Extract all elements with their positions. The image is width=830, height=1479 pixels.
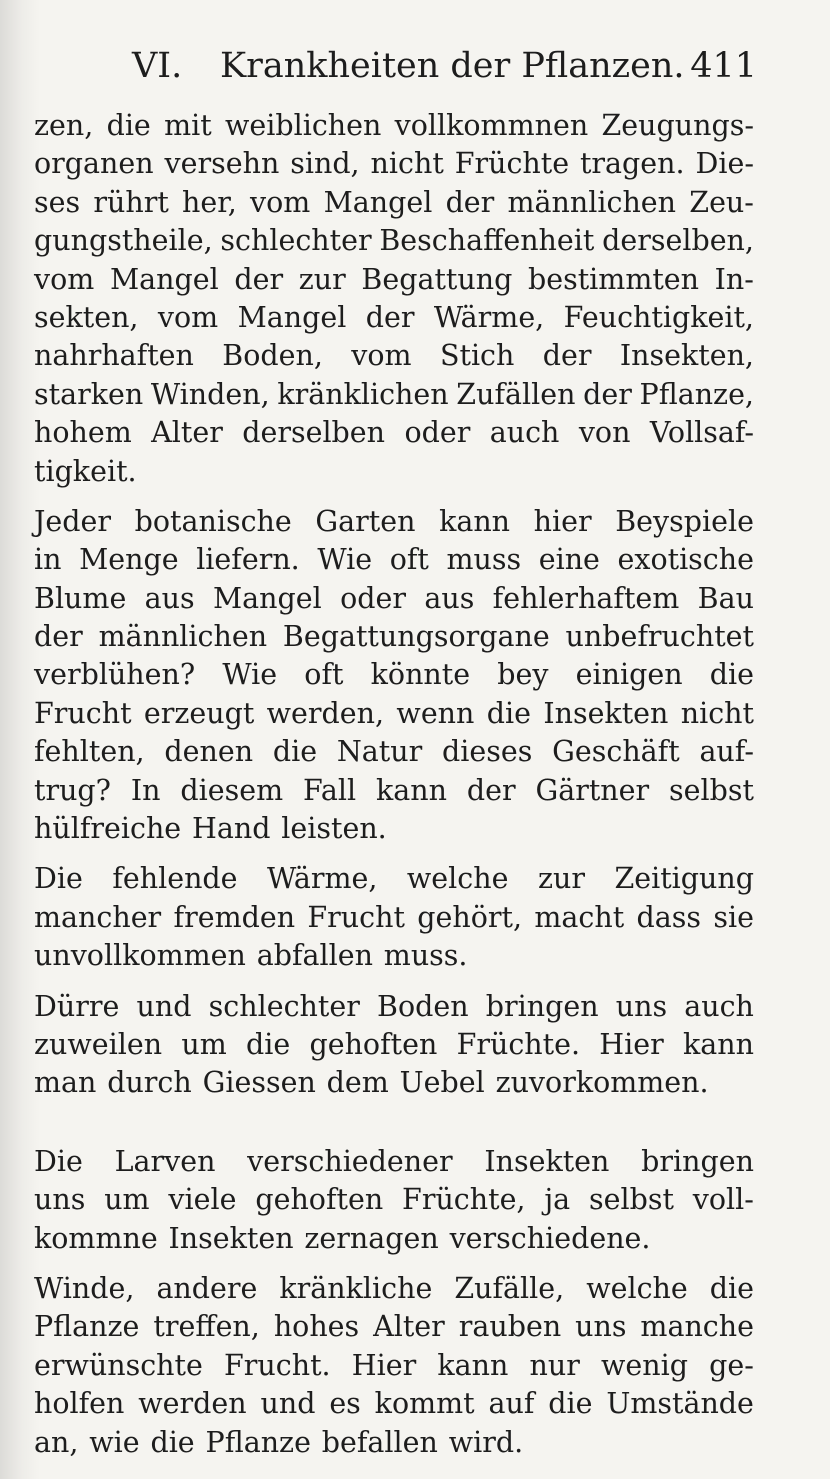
word: man — [34, 1066, 97, 1100]
word: fehlende — [112, 862, 238, 896]
word: auf — [488, 1387, 535, 1421]
word: erzeugt — [143, 696, 255, 730]
word: kommt — [374, 1387, 475, 1421]
paragraph — [34, 1270, 754, 1462]
paragraph — [34, 860, 754, 975]
word: organen — [34, 147, 154, 181]
word: oft — [304, 658, 344, 692]
word: holfen — [34, 1387, 125, 1421]
word: Die- — [695, 147, 754, 181]
page-number: 411 — [690, 46, 757, 86]
word: muss. — [383, 939, 468, 973]
word: selbst — [669, 773, 754, 807]
word: uns — [615, 989, 668, 1023]
word: hier — [533, 504, 592, 538]
word: liefern. — [196, 543, 300, 577]
word: gehoften — [309, 1027, 438, 1061]
text-line — [34, 414, 754, 452]
word: erwünschte — [34, 1348, 203, 1382]
word: leisten. — [281, 812, 387, 846]
word: Larven — [114, 1144, 216, 1178]
word: Alter — [373, 1310, 445, 1344]
text-line — [34, 1064, 754, 1102]
text-line — [34, 656, 754, 694]
word: vom — [351, 339, 412, 373]
word: zuweilen — [34, 1027, 163, 1061]
paragraph-gap — [34, 1258, 754, 1270]
word: dem — [326, 1066, 389, 1100]
text-line — [34, 503, 754, 541]
text-line — [34, 261, 754, 299]
word: hohes — [273, 1310, 360, 1344]
word: fehlerhaftem — [492, 581, 680, 615]
text-line — [34, 1220, 754, 1258]
word: vom — [34, 262, 95, 296]
word: welche — [406, 862, 509, 896]
word: Stich — [439, 339, 515, 373]
word: sind, — [290, 147, 360, 181]
word: Gärtner — [535, 773, 650, 807]
text-line — [34, 937, 754, 975]
word: manche — [640, 1310, 754, 1344]
word: ses — [34, 185, 81, 219]
text-line — [34, 733, 754, 771]
word: Die — [34, 1144, 83, 1178]
word: Feuchtigkeit, — [563, 300, 754, 334]
word: mit — [164, 109, 212, 142]
text-line — [34, 222, 754, 260]
word: bringen — [641, 1144, 754, 1178]
word: werden, — [266, 696, 385, 730]
word: welche — [586, 1271, 688, 1305]
word: zur — [537, 862, 585, 896]
word: Mangel — [237, 300, 347, 334]
word: Winden, — [150, 377, 270, 411]
word: unvollkommen — [34, 939, 246, 973]
word: Winde, — [34, 1271, 135, 1305]
word: starken — [34, 377, 144, 411]
word: oder — [404, 416, 471, 450]
paragraph — [34, 1143, 754, 1258]
word: zuvorkommen. — [495, 1066, 709, 1100]
paragraph-gap — [34, 848, 754, 860]
running-title: Krankheiten der Pflanzen. — [220, 46, 685, 86]
word: die — [709, 658, 754, 692]
word: kränkliche — [279, 1271, 433, 1305]
text-line — [34, 376, 754, 414]
word: Wie — [222, 658, 278, 692]
word: kann — [439, 504, 511, 538]
word: Zeitigung — [614, 862, 754, 896]
word: die — [272, 735, 318, 769]
word: bringen — [485, 989, 599, 1023]
word: abfallen — [256, 939, 373, 973]
word: Dürre — [34, 989, 120, 1023]
word: Mangel — [323, 185, 433, 219]
word: der — [542, 339, 592, 373]
word: vom — [250, 185, 311, 219]
word: wie — [89, 1425, 140, 1459]
text-line — [34, 1026, 754, 1064]
word: schlechter — [208, 989, 360, 1023]
word: Früchte, — [402, 1183, 526, 1217]
text-line — [34, 810, 754, 848]
word: wird. — [448, 1425, 524, 1459]
word: uns — [34, 1183, 86, 1217]
word: vom — [157, 300, 219, 334]
word: aus — [144, 581, 195, 615]
paragraph-gap — [34, 976, 754, 988]
word: kann — [437, 1348, 509, 1382]
word: Hand — [192, 812, 271, 846]
word: ge- — [709, 1348, 754, 1382]
word: Geschäft — [552, 735, 680, 769]
word: Pflanze — [34, 1310, 140, 1344]
word: an, — [34, 1425, 79, 1459]
word: zernagen — [304, 1221, 439, 1255]
word: Fall — [303, 773, 357, 807]
word: aus — [424, 581, 475, 615]
text-line — [34, 184, 754, 222]
word: auch — [489, 416, 560, 450]
word: gehoften — [255, 1183, 384, 1217]
paragraph — [34, 503, 754, 849]
word: sekten, — [34, 300, 139, 334]
word: oder — [340, 581, 406, 615]
word: ja — [544, 1183, 571, 1217]
word: Beschaffenheit — [379, 224, 595, 258]
word: tigkeit. — [34, 454, 137, 488]
word: rauben — [458, 1310, 562, 1344]
word: muss — [446, 543, 522, 577]
word: in — [34, 543, 62, 577]
text-line — [34, 299, 754, 337]
word: viele — [168, 1183, 237, 1217]
text-line — [34, 772, 754, 810]
word: verblühen? — [34, 658, 196, 692]
text-line — [34, 1424, 754, 1462]
word: auch — [684, 989, 754, 1023]
word: die — [548, 1387, 593, 1421]
word: Wärme, — [267, 862, 378, 896]
word: werden — [138, 1387, 247, 1421]
word: derselben, — [602, 224, 754, 258]
word: der — [583, 377, 632, 411]
word: Natur — [336, 735, 423, 769]
word: Pflanze — [205, 1425, 311, 1459]
word: Uebel — [399, 1066, 485, 1100]
word: nicht — [680, 696, 754, 730]
word: könnte — [370, 658, 471, 692]
page-header — [132, 40, 757, 92]
word: es — [329, 1387, 361, 1421]
word: gehört, — [417, 900, 523, 934]
text-line — [34, 1308, 754, 1346]
word: wenig — [601, 1348, 689, 1382]
word: her, — [182, 185, 237, 219]
word: trug? — [34, 773, 111, 807]
word: schlechter — [220, 224, 372, 258]
paragraph — [34, 107, 754, 491]
word: kommne — [34, 1221, 158, 1255]
word: Frucht — [34, 696, 132, 730]
word: Begattungsorgane — [282, 620, 550, 654]
word: tragen. — [579, 147, 685, 181]
word: zur — [298, 262, 346, 296]
word: botanische — [134, 504, 292, 538]
word: Beyspiele — [615, 504, 754, 538]
word: Boden — [377, 989, 469, 1023]
word: diesem — [180, 773, 284, 807]
word: voll- — [692, 1183, 754, 1217]
word: treffen, — [153, 1310, 260, 1344]
word: vollkommnen — [394, 109, 589, 142]
word: sie — [713, 900, 754, 934]
word: Zufällen — [456, 377, 576, 411]
word: Begattung — [361, 262, 513, 296]
word: unbefruchtet — [565, 620, 754, 654]
body-text — [34, 107, 754, 1462]
word: Mangel — [109, 262, 219, 296]
word: Garten — [315, 504, 416, 538]
text-line — [34, 453, 754, 491]
word: Insekten — [168, 1221, 294, 1255]
word: der — [466, 773, 516, 807]
word: Früchte — [454, 147, 570, 181]
word: der — [365, 300, 415, 334]
word: macht — [534, 900, 625, 934]
word: zen, — [34, 109, 94, 142]
word: dieses — [441, 735, 533, 769]
text-line — [34, 988, 754, 1026]
word: wenn — [396, 696, 475, 730]
text-line — [34, 860, 754, 898]
word: eine — [538, 543, 600, 577]
word: fehlten, — [34, 735, 145, 769]
word: kann — [683, 1027, 754, 1061]
text-line — [34, 899, 754, 937]
word: die — [245, 1027, 291, 1061]
word: Blume — [34, 581, 127, 615]
word: nicht — [370, 147, 444, 181]
paragraph — [34, 988, 754, 1103]
word: der — [34, 620, 83, 654]
word: Wärme, — [433, 300, 545, 334]
word: Frucht. — [224, 1348, 331, 1382]
word: Zufälle, — [454, 1271, 565, 1305]
text-line — [34, 541, 754, 579]
word: auf- — [699, 735, 754, 769]
word: hohem — [34, 416, 132, 450]
word: oft — [389, 543, 429, 577]
word: die — [486, 696, 531, 730]
word: verschiedene. — [449, 1221, 651, 1255]
text-line — [34, 580, 754, 618]
word: um — [104, 1183, 150, 1217]
text-line — [34, 1143, 754, 1181]
word: nur — [529, 1348, 580, 1382]
word: rührt — [93, 185, 169, 219]
word: Hier — [599, 1027, 664, 1061]
word: kann — [375, 773, 447, 807]
word: bey — [497, 658, 549, 692]
text-line — [34, 1181, 754, 1219]
word: der — [234, 262, 284, 296]
word: um — [181, 1027, 227, 1061]
word: hülfreiche — [34, 812, 182, 846]
word: Insekten, — [619, 339, 754, 373]
word: einigen — [575, 658, 683, 692]
word: Wie — [317, 543, 373, 577]
word: In — [130, 773, 161, 807]
word: bestimmten — [527, 262, 700, 296]
word: Frucht — [307, 900, 405, 934]
word: und — [136, 989, 192, 1023]
word: selbst — [589, 1183, 674, 1217]
word: und — [260, 1387, 316, 1421]
word: denen — [164, 735, 254, 769]
word: Bau — [697, 581, 754, 615]
word: von — [578, 416, 631, 450]
word: die — [709, 1271, 754, 1305]
word: männlichen — [98, 620, 268, 654]
word: befallen — [321, 1425, 438, 1459]
word: der — [445, 185, 495, 219]
word: Giessen — [202, 1066, 316, 1100]
word: Jeder — [34, 504, 112, 538]
word: nahrhaften — [34, 339, 194, 373]
text-line — [34, 618, 754, 656]
word: die — [150, 1425, 195, 1459]
word: mancher — [34, 900, 162, 934]
chapter-number: VI. — [132, 46, 183, 86]
word: Die — [34, 862, 83, 896]
word: Früchte. — [456, 1027, 581, 1061]
word: Boden, — [222, 339, 323, 373]
word: Hier — [351, 1348, 417, 1382]
word: gungstheile, — [34, 224, 213, 258]
word: kränklichen — [277, 377, 449, 411]
word: Insekten — [543, 696, 669, 730]
word: In- — [714, 262, 754, 296]
word: Vollsaf- — [649, 416, 754, 450]
word: männlichen — [507, 185, 677, 219]
word: fremden — [173, 900, 296, 934]
word: Alter — [151, 416, 223, 450]
word: Mangel — [212, 581, 322, 615]
word: uns — [575, 1310, 627, 1344]
word: dass — [636, 900, 702, 934]
text-line — [34, 145, 754, 183]
word: Zeu- — [689, 185, 754, 219]
word: Umstände — [606, 1387, 754, 1421]
word: weiblichen — [224, 109, 382, 142]
word: exotische — [617, 543, 754, 577]
word: Pflanze, — [639, 377, 754, 411]
text-line — [34, 1270, 754, 1308]
text-line — [34, 1347, 754, 1385]
word: derselben — [242, 416, 386, 450]
word: andere — [156, 1271, 258, 1305]
paragraph-gap — [34, 491, 754, 503]
text-line — [34, 107, 754, 145]
text-line — [34, 1385, 754, 1423]
text-line — [34, 695, 754, 733]
word: Menge — [79, 543, 179, 577]
word: Zeugungs- — [601, 109, 754, 142]
word: die — [106, 109, 151, 142]
text-line — [34, 337, 754, 375]
word: versehn — [164, 147, 280, 181]
paragraph-gap — [34, 1103, 754, 1143]
word: durch — [107, 1066, 192, 1100]
word: verschiedener — [247, 1144, 453, 1178]
word: Insekten — [484, 1144, 610, 1178]
